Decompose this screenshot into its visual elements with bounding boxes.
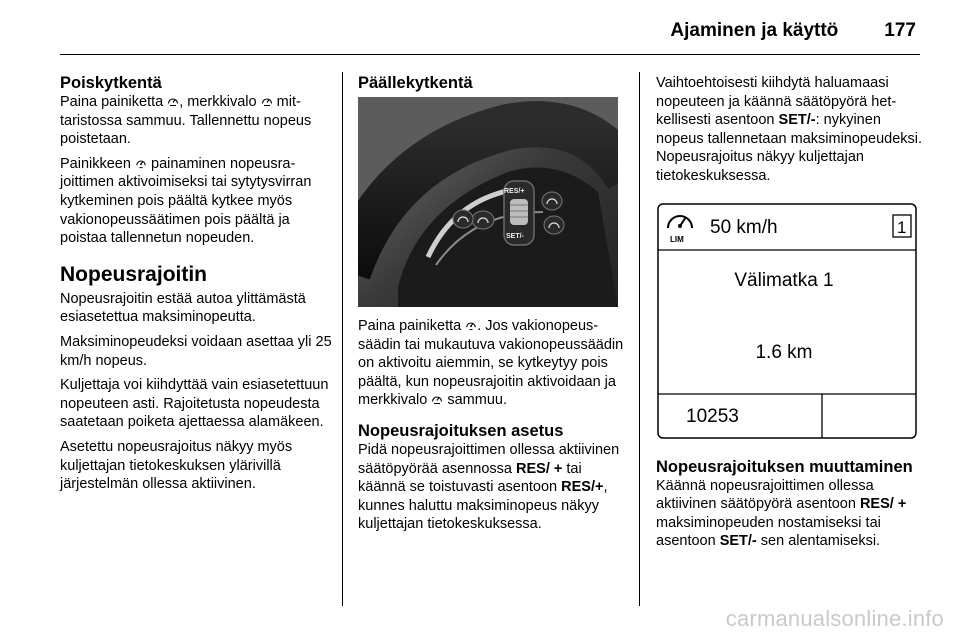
text-run: : nykyinen nopeus tallennetaan maksiminopeudeksi. Nopeusrajoitus näkyy kuljettajan tietokeskuksessa. xyxy=(656,112,923,184)
trip-index: 1 xyxy=(897,217,907,237)
text-run: , merkkivalo xyxy=(179,94,257,110)
text-run: Pidä nopeusrajoittimen ollessa aktiivinen säätöpyörää asennossa xyxy=(358,441,620,477)
page-header xyxy=(670,20,916,42)
paragraph: Nopeusrajoitin estää autoa ylittämästä esiasetettua maksiminopeutta. xyxy=(60,290,306,326)
paragraph: Maksiminopeudeksi voidaan asettaa yli 25 km/h nopeus. xyxy=(60,333,332,369)
speed-limiter-off-icon xyxy=(167,95,179,107)
page-title: Ajaminen ja käyttö xyxy=(670,20,839,41)
lim-label: LIM xyxy=(670,234,684,244)
text-run: . Jos vakionopeussäädin tai mukautuva vakionopeussäädin on aktivoitu aiemmin, se kytkeytyy pois päältä, kun nopeusrajoitin aktivoidaan ja merkkivalo xyxy=(358,318,624,409)
res-label: RES/+ xyxy=(504,188,525,195)
header-rule xyxy=(60,54,920,55)
bold-term: SET/- xyxy=(719,533,757,550)
text-run: , kunnes haluttu maksiminopeus näkyy kuljettajan tietokeskuksessa. xyxy=(358,479,608,533)
odometer: 10253 xyxy=(686,405,739,427)
heading-nopeusrajoituksen-asetus: Nopeusrajoituksen asetus xyxy=(358,421,564,440)
speed-limiter-indicator-icon xyxy=(261,95,273,107)
column-3 xyxy=(656,74,928,557)
heading-poiskytkenta: Poiskytkentä xyxy=(60,74,162,92)
speed-limiter-indicator-icon xyxy=(431,393,443,405)
limit-speed: 50 km/h xyxy=(710,216,778,238)
text-run: sen alentamiseksi. xyxy=(760,533,881,550)
paragraph: Asetettu nopeusrajoitus näkyy myös kuljettajan tietokeskuksen ylärivillä järjestelmän ollessa aktiivinen. xyxy=(60,438,293,493)
watermark: carmanualsonline.info xyxy=(725,606,944,631)
heading-nopeusrajoituksen-muuttaminen: Nopeusrajoituksen muuttaminen xyxy=(656,457,913,476)
column-1 xyxy=(60,74,338,500)
driver-info-display xyxy=(656,202,918,440)
bold-term: RES/+ xyxy=(561,479,604,496)
paragraph xyxy=(60,155,338,248)
steering-wheel-photo xyxy=(358,97,618,307)
text-run: sammuu. xyxy=(447,392,507,409)
cruise-control-icon xyxy=(465,319,477,331)
column-divider-1 xyxy=(342,72,343,606)
paragraph xyxy=(60,93,338,149)
text-run: Paina painiketta xyxy=(358,318,462,334)
heading-paallekytkenta: Päällekytkentä xyxy=(358,74,473,92)
text-run: Vaihtoehtoisesti kiihdytä haluamaasi nopeuteen ja käännä säätöpyörä hetkellisesti asentoon xyxy=(656,75,897,129)
set-label: SET/- xyxy=(506,233,524,240)
text-run: tai käännä se toistuvasti asentoon xyxy=(358,460,582,496)
text-run: painaminen nopeusrajoittimen aktivoimiseksi tai sytytysvirran kytkeminen pois päältä kytkee myös vakionopeussäätimen pois päältä ja poistaa tallennetun nopeuden. xyxy=(60,155,312,247)
paragraph xyxy=(656,74,928,186)
trip-distance: 1.6 km xyxy=(755,341,813,363)
text-run: Käännä nopeusrajoittimen ollessa aktiivinen säätöpyörä asentoon xyxy=(656,477,874,513)
bold-term: SET/- xyxy=(778,112,816,129)
bold-term: RES/ + xyxy=(516,460,563,477)
text-run: Painikkeen xyxy=(60,155,131,172)
paragraph: Kuljettaja voi kiihdyttää vain esiasetettuun nopeuteen asti. Rajoitetusta nopeudesta saatetaan poiketa ajettaessa alamäkeen. xyxy=(60,377,329,431)
text-run: mittaristossa sammuu. Tallennettu nopeus poistetaan. xyxy=(60,94,312,148)
heading-nopeusrajoitin: Nopeusrajoitin xyxy=(60,262,208,286)
column-divider-2 xyxy=(639,72,640,606)
page-number: 177 xyxy=(884,20,916,41)
paragraph xyxy=(656,477,928,551)
cruise-control-icon xyxy=(135,157,147,169)
text-run: maksiminopeuden nostamiseksi tai asentoon xyxy=(656,514,881,550)
trip-label: Välimatka 1 xyxy=(734,269,834,291)
paragraph xyxy=(358,317,626,410)
bold-term: RES/ + xyxy=(859,496,907,513)
column-2 xyxy=(358,74,626,540)
paragraph xyxy=(358,441,626,534)
text-run: Paina painiketta xyxy=(60,94,164,110)
